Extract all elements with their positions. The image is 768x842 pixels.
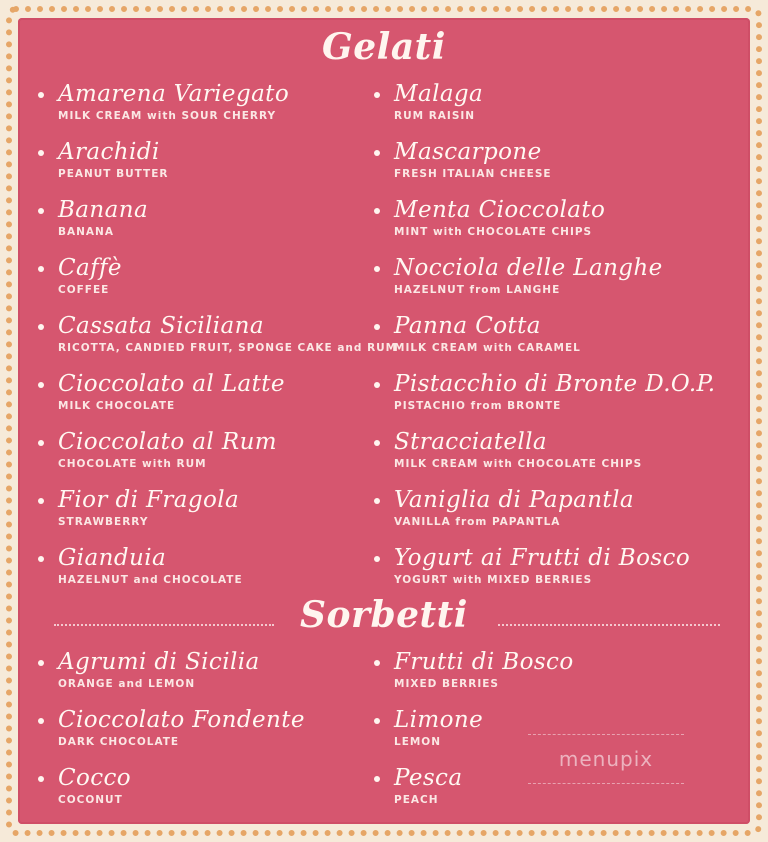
item-name: Cioccolato al Latte	[58, 371, 285, 397]
item-name: Vaniglia di Papantla	[394, 487, 634, 513]
item-description: PEANUT BUTTER	[58, 168, 169, 180]
bullet-icon	[38, 382, 44, 388]
menu-item	[58, 486, 388, 529]
item-name: Menta Cioccolato	[394, 197, 606, 223]
item-description: RICOTTA, CANDIED FRUIT, SPONGE CAKE and RUM	[58, 342, 398, 354]
bullet-icon	[374, 718, 380, 724]
menu-item	[58, 80, 388, 123]
menu-panel	[18, 18, 750, 824]
item-name: Agrumi di Sicilia	[58, 649, 260, 675]
menu-item	[58, 544, 388, 587]
bullet-icon	[38, 660, 44, 666]
bullet-icon	[374, 660, 380, 666]
bullet-icon	[38, 776, 44, 782]
menu-item	[58, 196, 388, 239]
item-description: ORANGE and LEMON	[58, 678, 196, 690]
menu-item	[394, 254, 724, 297]
item-name: Cassata Siciliana	[58, 313, 264, 339]
bullet-icon	[374, 776, 380, 782]
item-name: Cioccolato Fondente	[58, 707, 305, 733]
gelati-heading: Gelati	[322, 26, 446, 68]
bullet-icon	[38, 556, 44, 562]
sorbetti-heading: Sorbetti	[300, 594, 468, 636]
item-description: HAZELNUT from LANGHE	[394, 284, 561, 296]
bullet-icon	[374, 556, 380, 562]
item-name: Frutti di Bosco	[394, 649, 574, 675]
item-description: CHOCOLATE with RUM	[58, 458, 207, 470]
item-name: Stracciatella	[394, 429, 548, 455]
bullet-icon	[374, 208, 380, 214]
bullet-icon	[38, 150, 44, 156]
item-description: MILK CREAM with CARAMEL	[394, 342, 581, 354]
item-description: PISTACHIO from BRONTE	[394, 400, 562, 412]
item-description: YOGURT with MIXED BERRIES	[394, 574, 593, 586]
item-description: VANILLA from PAPANTLA	[394, 516, 561, 528]
menu-item	[394, 648, 724, 691]
bullet-icon	[374, 92, 380, 98]
item-name: Fior di Fragola	[58, 487, 240, 513]
dotted-divider-right	[498, 624, 720, 626]
item-name: Cioccolato al Rum	[58, 429, 277, 455]
item-name: Caffè	[58, 255, 122, 281]
menu-item	[394, 196, 724, 239]
item-name: Pesca	[394, 765, 463, 791]
menu-item	[58, 254, 388, 297]
item-name: Panna Cotta	[394, 313, 541, 339]
item-description: RUM RAISIN	[394, 110, 476, 122]
item-description: MIXED BERRIES	[394, 678, 499, 690]
bullet-icon	[38, 440, 44, 446]
menu-item	[394, 486, 724, 529]
item-name: Malaga	[394, 81, 484, 107]
menu-item	[394, 138, 724, 181]
item-name: Gianduia	[58, 545, 167, 571]
bullet-icon	[38, 208, 44, 214]
bullet-icon	[38, 718, 44, 724]
item-description: BANANA	[58, 226, 114, 238]
item-description: FRESH ITALIAN CHEESE	[394, 168, 552, 180]
bullet-icon	[374, 498, 380, 504]
menu-item	[394, 312, 724, 355]
item-name: Pistacchio di Bronte D.O.P.	[394, 371, 716, 397]
item-description: PEACH	[394, 794, 439, 806]
menupix-watermark: menupix	[528, 734, 684, 784]
menu-item	[58, 706, 388, 749]
menu-item	[394, 80, 724, 123]
menu-item	[58, 370, 388, 413]
bullet-icon	[374, 266, 380, 272]
bullet-icon	[374, 440, 380, 446]
menu-item	[58, 312, 398, 355]
bullet-icon	[374, 382, 380, 388]
item-name: Banana	[58, 197, 149, 223]
item-description: MINT with CHOCOLATE CHIPS	[394, 226, 593, 238]
bullet-icon	[38, 266, 44, 272]
item-name: Nocciola delle Langhe	[394, 255, 663, 281]
item-name: Amarena Variegato	[58, 81, 290, 107]
item-name: Mascarpone	[394, 139, 542, 165]
item-name: Cocco	[58, 765, 132, 791]
menu-item	[58, 648, 388, 691]
menu-item	[394, 428, 724, 471]
bullet-icon	[38, 498, 44, 504]
item-description: STRAWBERRY	[58, 516, 149, 528]
item-description: LEMON	[394, 736, 442, 748]
item-description: COFFEE	[58, 284, 110, 296]
item-name: Arachidi	[58, 139, 160, 165]
menu-item	[394, 370, 724, 413]
item-name: Limone	[394, 707, 484, 733]
item-description: HAZELNUT and CHOCOLATE	[58, 574, 243, 586]
menu-item	[58, 428, 388, 471]
menu-item	[394, 544, 724, 587]
item-description: DARK CHOCOLATE	[58, 736, 180, 748]
menu-item	[58, 138, 388, 181]
item-description: COCONUT	[58, 794, 123, 806]
bullet-icon	[374, 324, 380, 330]
bullet-icon	[38, 324, 44, 330]
menu-item	[58, 764, 388, 807]
item-name: Yogurt ai Frutti di Bosco	[394, 545, 691, 571]
bullet-icon	[38, 92, 44, 98]
item-description: MILK CREAM with CHOCOLATE CHIPS	[394, 458, 643, 470]
bullet-icon	[374, 150, 380, 156]
item-description: MILK CHOCOLATE	[58, 400, 176, 412]
item-description: MILK CREAM with SOUR CHERRY	[58, 110, 277, 122]
